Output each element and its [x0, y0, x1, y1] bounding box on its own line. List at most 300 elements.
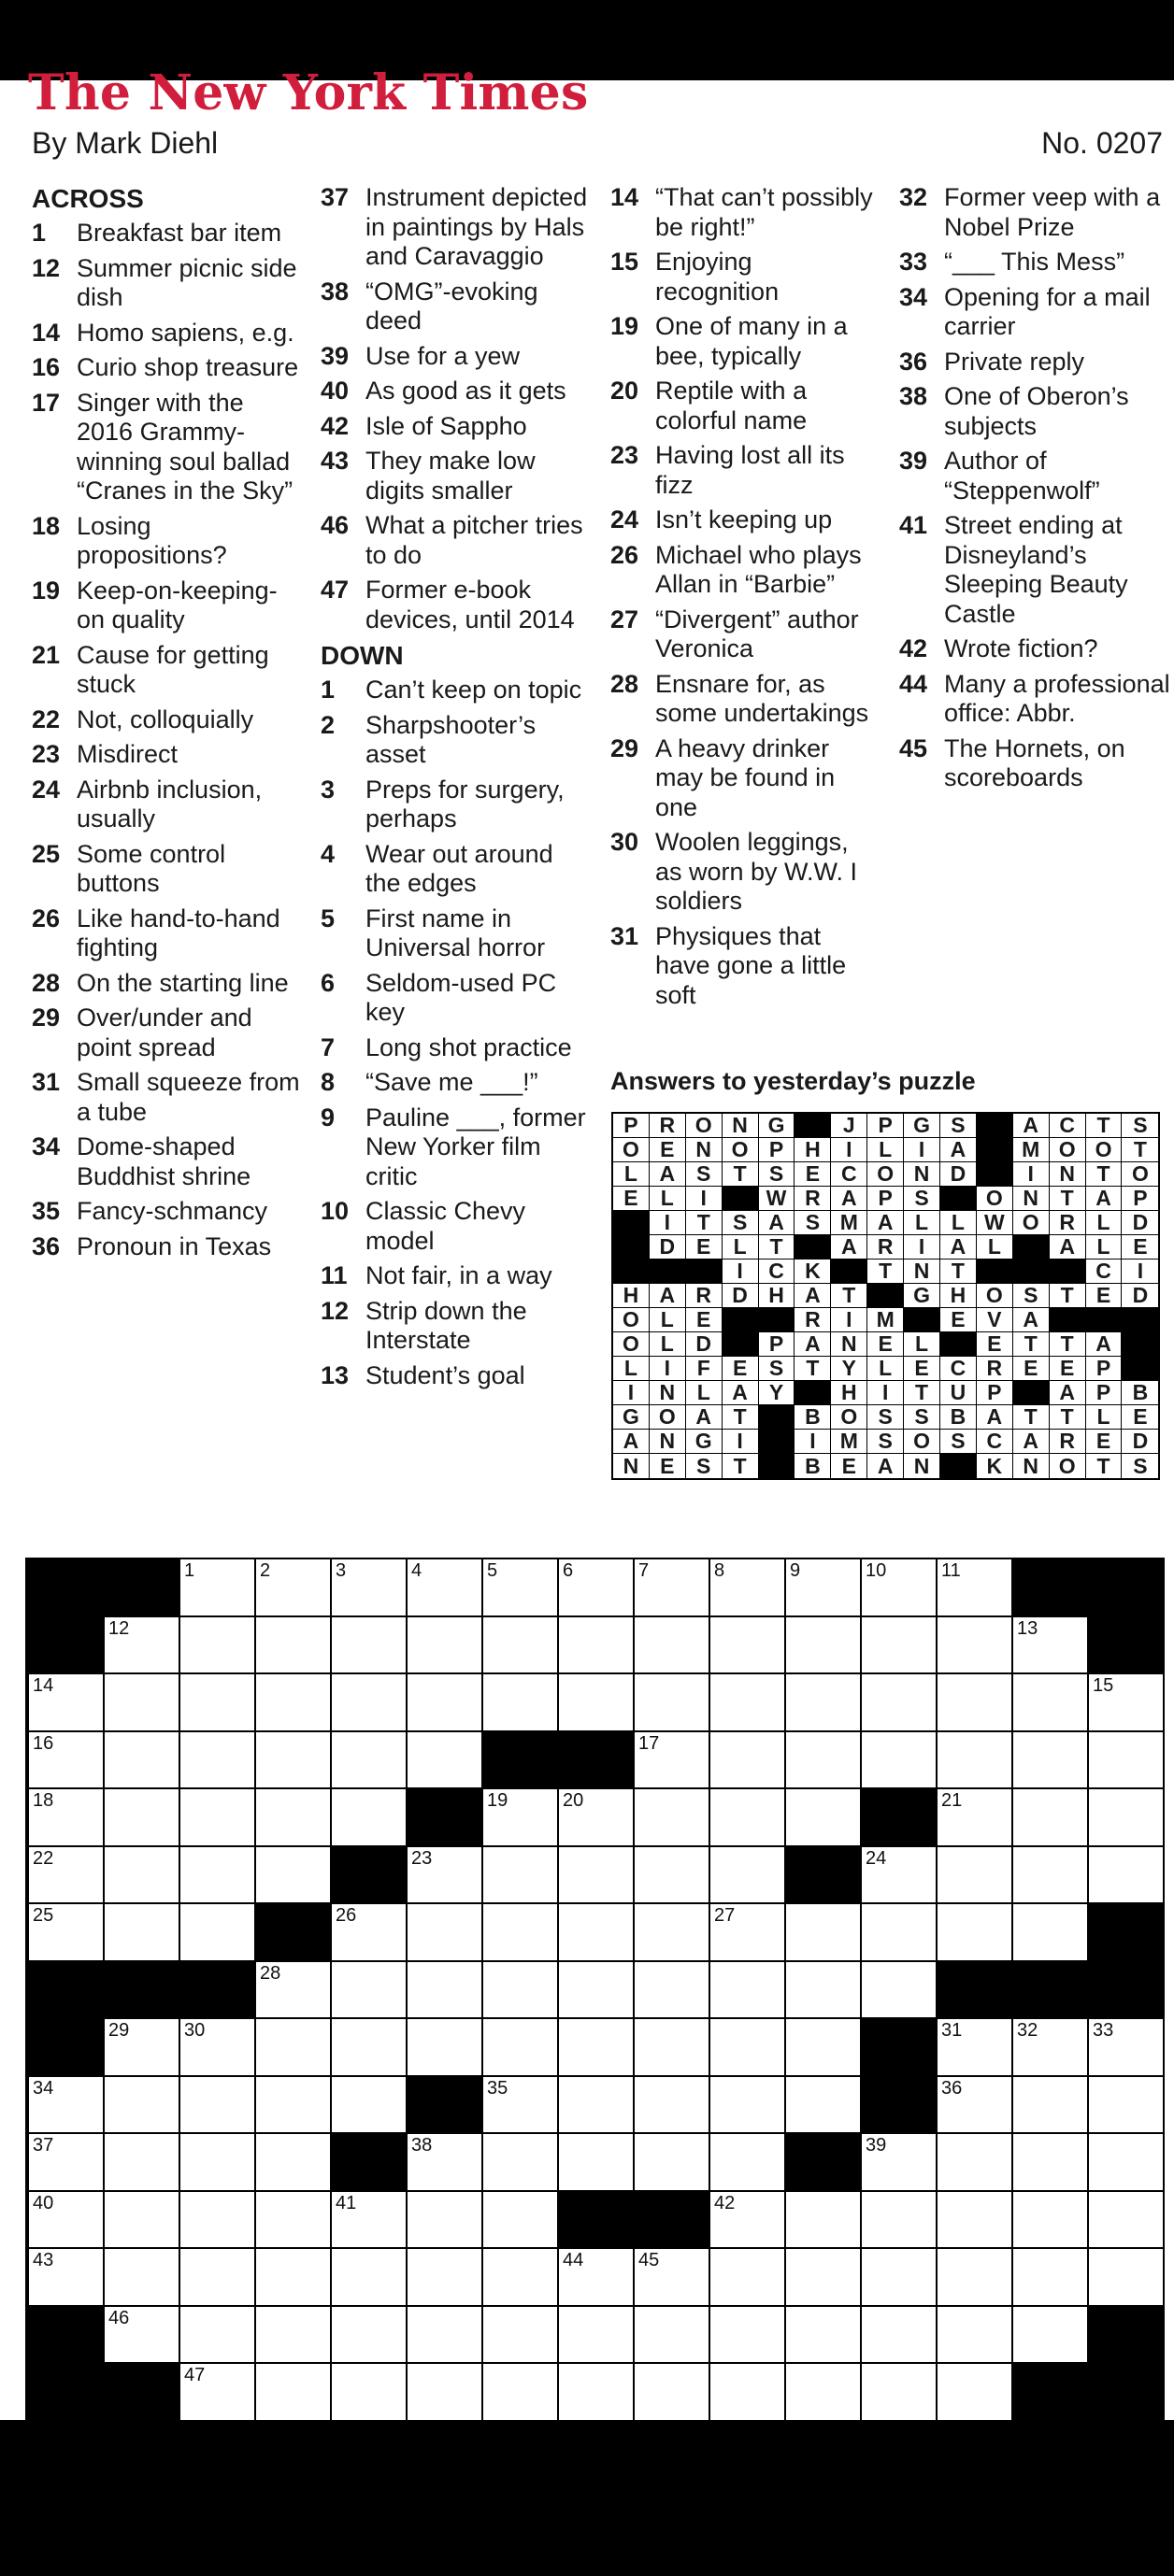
grid-square[interactable] [105, 2192, 180, 2250]
grid-square[interactable] [483, 2307, 559, 2365]
down-clue [899, 183, 1170, 242]
grid-square[interactable] [180, 1904, 256, 1962]
grid-square[interactable] [408, 1847, 483, 1905]
grid-square[interactable] [483, 2249, 559, 2307]
grid-square[interactable] [1013, 1732, 1089, 1790]
grid-square[interactable] [862, 2192, 938, 2250]
square-number: 46 [108, 2307, 130, 2328]
clue-number: 47 [321, 576, 350, 604]
grid-square[interactable] [180, 1732, 256, 1790]
square-number: 8 [714, 1560, 725, 1581]
clue-number: 10 [321, 1197, 350, 1225]
grid-square[interactable] [1089, 2249, 1165, 2307]
grid-square[interactable] [180, 1674, 256, 1732]
down-clue [610, 922, 881, 1011]
grid-square[interactable] [29, 1674, 105, 1732]
square-number: 22 [33, 1847, 54, 1869]
grid-square[interactable] [408, 2192, 483, 2250]
square-number: 7 [638, 1560, 650, 1581]
grid-square[interactable] [105, 1904, 180, 1962]
black-square [29, 2364, 105, 2422]
grid-square[interactable] [1089, 2019, 1165, 2077]
answer-letter: I [650, 1357, 686, 1381]
clue-number: 15 [610, 248, 639, 276]
across-clue [321, 511, 592, 570]
grid-square[interactable] [408, 1732, 483, 1790]
answer-letter: E [650, 1138, 686, 1162]
grid-square[interactable] [938, 2307, 1013, 2365]
grid-square[interactable] [180, 1847, 256, 1905]
grid-square[interactable] [29, 2077, 105, 2135]
clue-number: 1 [321, 676, 336, 704]
grid-square[interactable] [256, 1789, 332, 1847]
grid-square[interactable] [938, 1732, 1013, 1790]
grid-square[interactable] [408, 1904, 483, 1962]
grid-square[interactable] [1013, 1789, 1089, 1847]
grid-square[interactable] [559, 1617, 635, 1675]
across-clue [32, 969, 303, 999]
answer-letter: E [1050, 1357, 1086, 1381]
clue-number: 44 [899, 669, 928, 698]
grid-square[interactable] [635, 2134, 710, 2192]
grid-square[interactable] [180, 2077, 256, 2135]
grid-square[interactable] [256, 2077, 332, 2135]
grid-square[interactable] [862, 1904, 938, 1962]
clue-text: One of Oberon’s subjects [944, 382, 1129, 440]
grid-square[interactable] [256, 2307, 332, 2365]
grid-square[interactable] [938, 2019, 1013, 2077]
grid-square[interactable] [938, 2364, 1013, 2422]
grid-square[interactable] [180, 1559, 256, 1617]
grid-square[interactable] [786, 2364, 862, 2422]
clue-text: Dome-shaped Buddhist shrine [77, 1132, 251, 1190]
answer-black-square [977, 1162, 1013, 1187]
grid-square[interactable] [938, 1559, 1013, 1617]
grid-square[interactable] [180, 2249, 256, 2307]
grid-square[interactable] [105, 1674, 180, 1732]
answer-letter: T [795, 1357, 831, 1381]
square-number: 35 [487, 2077, 508, 2099]
grid-square[interactable] [1013, 1847, 1089, 1905]
square-number: 13 [1017, 1617, 1038, 1639]
grid-square[interactable] [559, 2019, 635, 2077]
grid-square[interactable] [938, 2077, 1013, 2135]
black-square [862, 2019, 938, 2077]
grid-square[interactable] [256, 2019, 332, 2077]
grid-square[interactable] [256, 1847, 332, 1905]
grid-square[interactable] [862, 1732, 938, 1790]
grid-square[interactable] [786, 1559, 862, 1617]
clue-number: 40 [321, 377, 350, 405]
grid-square[interactable] [1089, 1674, 1165, 1732]
grid-square[interactable] [786, 1674, 862, 1732]
answer-letter: N [904, 1260, 940, 1284]
grid-square[interactable] [635, 1904, 710, 1962]
grid-square[interactable] [483, 2364, 559, 2422]
grid-square[interactable] [938, 1674, 1013, 1732]
clue-number: 24 [32, 775, 61, 804]
down-clue [899, 670, 1170, 729]
clue-text: “OMG”-evoking deed [365, 277, 538, 334]
clue-number: 34 [899, 282, 928, 311]
grid-square[interactable] [710, 1617, 786, 1675]
grid-square[interactable] [862, 1674, 938, 1732]
grid-square[interactable] [256, 1732, 332, 1790]
grid-square[interactable] [559, 1847, 635, 1905]
square-number: 32 [1017, 2020, 1038, 2041]
answer-black-square [1013, 1235, 1050, 1260]
clue-column-2 [321, 183, 592, 1396]
grid-square[interactable] [1013, 2249, 1089, 2307]
across-clue [32, 254, 303, 313]
across-clue [321, 576, 592, 634]
grid-square[interactable] [1089, 2134, 1165, 2192]
grid-square[interactable] [786, 1617, 862, 1675]
answer-letter: H [940, 1284, 977, 1308]
grid-square[interactable] [786, 2077, 862, 2135]
grid-square[interactable] [559, 2249, 635, 2307]
grid-square[interactable] [483, 1789, 559, 1847]
clue-number: 19 [32, 576, 61, 605]
black-square [559, 1732, 635, 1790]
grid-square[interactable] [332, 2077, 408, 2135]
grid-square[interactable] [635, 1789, 710, 1847]
grid-square[interactable] [938, 1847, 1013, 1905]
answer-letter: G [686, 1430, 723, 1454]
grid-square[interactable] [29, 1847, 105, 1905]
answer-letter: D [1122, 1430, 1158, 1454]
grid-square[interactable] [938, 1789, 1013, 1847]
clue-number: 45 [899, 733, 928, 762]
answer-letter: I [867, 1381, 904, 1405]
grid-square[interactable] [408, 2307, 483, 2365]
grid-square[interactable] [408, 2249, 483, 2307]
grid-square[interactable] [408, 1559, 483, 1617]
grid-square[interactable] [635, 1962, 710, 2020]
clue-text: First name in Universal horror [365, 904, 546, 961]
clue-number: 31 [610, 921, 639, 950]
black-square [408, 2077, 483, 2135]
grid-square[interactable] [710, 2307, 786, 2365]
grid-square[interactable] [256, 1674, 332, 1732]
grid-square[interactable] [862, 1559, 938, 1617]
grid-square[interactable] [1089, 2077, 1165, 2135]
square-number: 25 [33, 1905, 54, 1926]
clue-text: Former veep with a Nobel Prize [944, 183, 1161, 241]
grid-square[interactable] [710, 1904, 786, 1962]
grid-square[interactable] [710, 2077, 786, 2135]
grid-square[interactable] [332, 1559, 408, 1617]
grid-square[interactable] [786, 1904, 862, 1962]
grid-square[interactable] [256, 2364, 332, 2422]
clue-number: 38 [899, 382, 928, 410]
clue-number: 4 [321, 839, 336, 868]
answer-letter: S [759, 1162, 795, 1187]
answer-letter: M [831, 1211, 867, 1235]
grid-square[interactable] [559, 2364, 635, 2422]
clue-text: Student’s goal [365, 1360, 525, 1389]
grid-square[interactable] [332, 1904, 408, 1962]
clue-text: Some control buttons [77, 839, 226, 897]
square-number: 30 [184, 2020, 206, 2041]
grid-square[interactable] [635, 2077, 710, 2135]
grid-square[interactable] [332, 2364, 408, 2422]
grid-square[interactable] [332, 2249, 408, 2307]
grid-square[interactable] [786, 1789, 862, 1847]
grid-square[interactable] [559, 2307, 635, 2365]
grid-square[interactable] [408, 1962, 483, 2020]
answer-black-square [940, 1454, 977, 1478]
grid-square[interactable] [635, 1847, 710, 1905]
answer-letter: A [686, 1405, 723, 1430]
grid-square[interactable] [786, 2307, 862, 2365]
grid-square[interactable] [408, 2134, 483, 2192]
grid-square[interactable] [332, 1962, 408, 2020]
grid-square[interactable] [559, 1674, 635, 1732]
answer-letter: L [867, 1138, 904, 1162]
grid-square[interactable] [862, 1962, 938, 2020]
grid-square[interactable] [1013, 2019, 1089, 2077]
answer-letter: D [1122, 1211, 1158, 1235]
grid-square[interactable] [180, 2134, 256, 2192]
down-clue [321, 1033, 592, 1063]
grid-square[interactable] [938, 2134, 1013, 2192]
grid-square[interactable] [635, 2249, 710, 2307]
answer-letter: T [723, 1162, 759, 1187]
clue-number: 28 [610, 669, 639, 698]
grid-square[interactable] [635, 2364, 710, 2422]
grid-square[interactable] [1089, 2192, 1165, 2250]
grid-square[interactable] [256, 2192, 332, 2250]
black-square [29, 2307, 105, 2365]
grid-square[interactable] [635, 1732, 710, 1790]
answer-letter: E [1086, 1284, 1123, 1308]
grid-square[interactable] [862, 1617, 938, 1675]
grid-square[interactable] [483, 1962, 559, 2020]
grid-square[interactable] [105, 1617, 180, 1675]
grid-square[interactable] [635, 2019, 710, 2077]
clue-text: Isn’t keeping up [655, 505, 833, 534]
grid-square[interactable] [1013, 2192, 1089, 2250]
grid-square[interactable] [105, 2134, 180, 2192]
grid-square[interactable] [710, 1789, 786, 1847]
answer-letter: E [795, 1162, 831, 1187]
grid-square[interactable] [862, 2134, 938, 2192]
clue-number: 46 [321, 511, 350, 539]
grid-square[interactable] [332, 1789, 408, 1847]
grid-square[interactable] [180, 2019, 256, 2077]
clue-number: 16 [32, 353, 61, 381]
grid-square[interactable] [1013, 2077, 1089, 2135]
grid-square[interactable] [180, 2307, 256, 2365]
grid-square[interactable] [710, 1674, 786, 1732]
grid-square[interactable] [483, 2077, 559, 2135]
answer-letter: L [1086, 1405, 1123, 1430]
grid-square[interactable] [332, 2192, 408, 2250]
grid-square[interactable] [786, 1962, 862, 2020]
grid-square[interactable] [559, 2077, 635, 2135]
grid-square[interactable] [256, 1617, 332, 1675]
clue-text: Not fair, in a way [365, 1261, 552, 1289]
grid-square[interactable] [408, 2019, 483, 2077]
answer-letter: C [1086, 1260, 1123, 1284]
grid-square[interactable] [862, 2364, 938, 2422]
grid-square[interactable] [483, 1559, 559, 1617]
grid-square[interactable] [105, 1732, 180, 1790]
across-clue [32, 904, 303, 963]
clue-number: 33 [899, 248, 928, 276]
grid-square[interactable] [1013, 2307, 1089, 2365]
grid-square[interactable] [256, 2249, 332, 2307]
down-clue [610, 828, 881, 917]
clue-text: Enjoying recognition [655, 248, 780, 306]
grid-square[interactable] [483, 2134, 559, 2192]
square-number: 2 [260, 1560, 271, 1581]
clue-number: 34 [32, 1132, 61, 1160]
grid-square[interactable] [29, 2249, 105, 2307]
black-square [483, 1732, 559, 1790]
grid-square[interactable] [180, 1789, 256, 1847]
clue-number: 17 [32, 388, 61, 417]
grid-square[interactable] [1089, 1847, 1165, 1905]
clue-text: Many a professional office: Abbr. [944, 669, 1170, 727]
grid-square[interactable] [105, 2077, 180, 2135]
grid-square[interactable] [559, 1559, 635, 1617]
grid-square[interactable] [710, 2249, 786, 2307]
grid-square[interactable] [256, 1559, 332, 1617]
grid-square[interactable] [29, 1904, 105, 1962]
grid-square[interactable] [29, 2134, 105, 2192]
grid-square[interactable] [938, 2249, 1013, 2307]
answer-letter: A [1086, 1187, 1123, 1211]
grid-square[interactable] [29, 1789, 105, 1847]
grid-square[interactable] [786, 2192, 862, 2250]
grid-square[interactable] [862, 1847, 938, 1905]
grid-square[interactable] [332, 1617, 408, 1675]
grid-square[interactable] [635, 2307, 710, 2365]
answer-letter: T [1013, 1332, 1050, 1357]
grid-square[interactable] [635, 1617, 710, 1675]
grid-square[interactable] [180, 2192, 256, 2250]
square-number: 14 [33, 1675, 54, 1696]
clue-number: 19 [610, 312, 639, 340]
grid-square[interactable] [862, 2307, 938, 2365]
grid-square[interactable] [710, 1962, 786, 2020]
grid-square[interactable] [332, 2307, 408, 2365]
clue-text: Having lost all its fizz [655, 441, 845, 499]
grid-square[interactable] [635, 1559, 710, 1617]
grid-square[interactable] [332, 1732, 408, 1790]
grid-square[interactable] [710, 2192, 786, 2250]
clue-text: Seldom-used PC key [365, 968, 557, 1026]
grid-square[interactable] [786, 2019, 862, 2077]
answer-black-square [795, 1114, 831, 1138]
grid-square[interactable] [105, 2019, 180, 2077]
grid-square[interactable] [862, 2249, 938, 2307]
grid-square[interactable] [483, 1904, 559, 1962]
grid-square[interactable] [483, 2019, 559, 2077]
grid-square[interactable] [710, 2364, 786, 2422]
square-number: 41 [336, 2192, 357, 2213]
grid-square[interactable] [786, 2249, 862, 2307]
answer-letter: T [1122, 1138, 1158, 1162]
grid-square[interactable] [1013, 1617, 1089, 1675]
grid-square[interactable] [180, 2364, 256, 2422]
grid-square[interactable] [1013, 2134, 1089, 2192]
across-clue [32, 840, 303, 899]
grid-square[interactable] [256, 2134, 332, 2192]
answer-letter: H [795, 1138, 831, 1162]
answer-letter: C [977, 1430, 1013, 1454]
grid-square[interactable] [483, 1847, 559, 1905]
answer-grid [611, 1112, 1160, 1480]
answer-letter: A [795, 1332, 831, 1357]
grid-square[interactable] [483, 1617, 559, 1675]
answer-letter: A [940, 1235, 977, 1260]
grid-square[interactable] [29, 2192, 105, 2250]
grid-square[interactable] [332, 1674, 408, 1732]
answer-letter: E [686, 1235, 723, 1260]
grid-square[interactable] [710, 2019, 786, 2077]
square-number: 16 [33, 1732, 54, 1754]
clue-number: 30 [610, 828, 639, 856]
answer-letter: L [904, 1332, 940, 1357]
grid-square[interactable] [559, 1962, 635, 2020]
grid-square[interactable] [938, 1617, 1013, 1675]
grid-square[interactable] [559, 2134, 635, 2192]
answer-black-square [1050, 1260, 1086, 1284]
square-number: 39 [866, 2135, 887, 2156]
grid-square[interactable] [332, 2019, 408, 2077]
grid-square[interactable] [938, 2192, 1013, 2250]
clue-text: Michael who plays Allan in “Barbie” [655, 540, 862, 598]
answer-letter: O [613, 1332, 650, 1357]
grid-square[interactable] [483, 1674, 559, 1732]
down-clue [321, 1361, 592, 1391]
grid-square[interactable] [256, 1962, 332, 2020]
grid-square[interactable] [710, 1847, 786, 1905]
grid-square[interactable] [105, 2249, 180, 2307]
down-clue [610, 541, 881, 600]
grid-square[interactable] [1013, 1904, 1089, 1962]
black-square [1089, 2307, 1165, 2365]
grid-square[interactable] [483, 2192, 559, 2250]
grid-square[interactable] [105, 1789, 180, 1847]
grid-square[interactable] [105, 2307, 180, 2365]
down-clue [899, 511, 1170, 629]
clue-number: 29 [610, 733, 639, 762]
grid-square[interactable] [559, 1904, 635, 1962]
grid-square[interactable] [710, 1559, 786, 1617]
grid-square[interactable] [710, 2134, 786, 2192]
grid-square[interactable] [938, 1904, 1013, 1962]
grid-square[interactable] [180, 1617, 256, 1675]
answer-black-square [940, 1187, 977, 1211]
grid-square[interactable] [1089, 1789, 1165, 1847]
grid-square[interactable] [408, 2364, 483, 2422]
grid-square[interactable] [786, 1732, 862, 1790]
grid-square[interactable] [1089, 1732, 1165, 1790]
grid-square[interactable] [1013, 1674, 1089, 1732]
grid-square[interactable] [29, 1732, 105, 1790]
grid-square[interactable] [408, 1674, 483, 1732]
grid-square[interactable] [105, 1847, 180, 1905]
grid-square[interactable] [408, 1617, 483, 1675]
grid-square[interactable] [635, 1674, 710, 1732]
answer-letter: A [1013, 1308, 1050, 1332]
grid-square[interactable] [710, 1732, 786, 1790]
grid-square[interactable] [559, 1789, 635, 1847]
